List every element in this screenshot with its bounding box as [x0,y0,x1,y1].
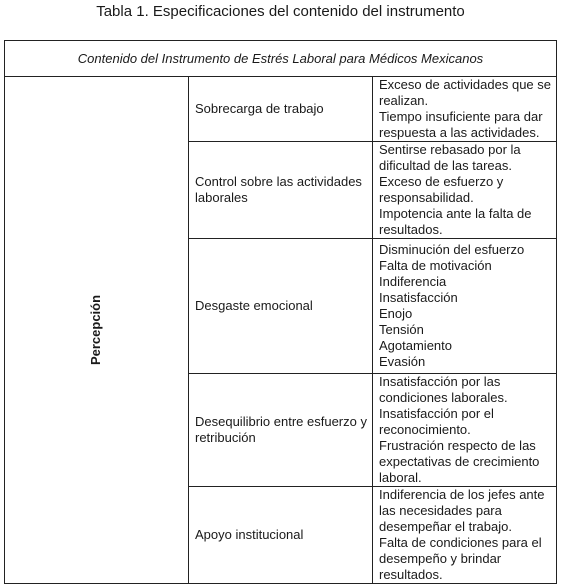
category-cell: Desgaste emocional [189,239,373,374]
description-cell [373,142,557,239]
description-item: Sentirse rebasado por la dificultad de las tareas. [379,142,521,173]
description-item: Falta de motivación [379,258,492,273]
description-item: Frustración respecto de las expectativas de crecimiento laboral. [379,438,540,485]
description-item: Agotamiento [379,338,452,353]
description-cell [373,374,557,487]
description-item: Exceso de actividades que se realizan. [379,77,551,108]
category-cell: Sobrecarga de trabajo [189,77,373,142]
side-label-cell [5,77,189,584]
description-item: Evasión [379,354,426,369]
description-item: Insatisfacción [379,290,458,305]
description-item: Disminución del esfuerzo [379,242,525,257]
side-label: Percepción [88,294,104,366]
category-cell: Control sobre las actividades laborales [189,142,373,239]
description-item: Indiferencia [379,274,447,289]
description-cell [373,239,557,374]
description-item: Exceso de esfuerzo y responsabilidad. [379,174,504,205]
description-cell [373,487,557,584]
description-item: Falta de condiciones para el desempeño y brindar resultados. [379,535,542,582]
table-caption: Tabla 1. Especificaciones del contenido del instrumento [96,3,465,20]
description-item: Insatisfacción por el reconocimiento. [379,406,494,437]
category-cell: Desequilibrio entre esfuerzo y retribución [189,374,373,487]
table-header: Contenido del Instrumento de Estrés Laboral para Médicos Mexicanos [5,41,557,77]
description-item: Impotencia ante la falta de resultados. [379,206,532,237]
description-item: Tensión [379,322,424,337]
description-item: Indiferencia de los jefes ante las necesidades para desempeñar el trabajo. [379,487,545,534]
category-cell: Apoyo institucional [189,487,373,584]
description-cell [373,77,557,142]
instrument-table [4,40,557,584]
description-item: Insatisfacción por las condiciones laborales. [379,374,508,405]
table-row [5,77,557,142]
description-item: Tiempo insuficiente para dar respuesta a las actividades. [379,109,543,140]
description-item: Enojo [379,306,413,321]
